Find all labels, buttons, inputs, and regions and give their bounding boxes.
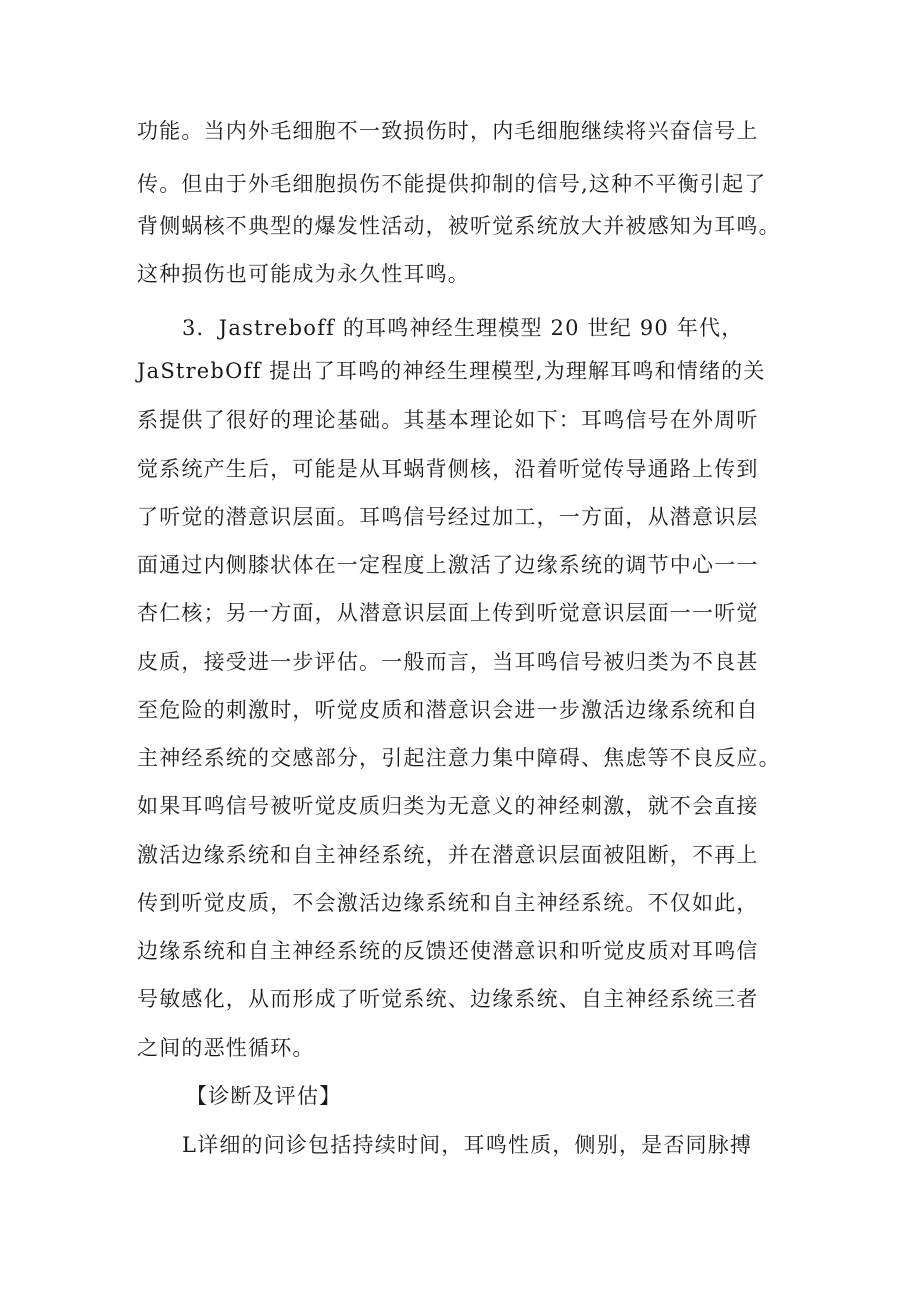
section-heading: 【诊断及评估】 <box>186 1084 342 1108</box>
text-line: 功能。当内外毛细胞不一致损伤时，内毛细胞继续将兴奋信号上 <box>137 119 759 143</box>
text-line: 杏仁核；另一方面，从潜意识层面上传到听觉意识层面一一听觉 <box>137 601 759 625</box>
text-line: 面通过内侧膝状体在一定程度上激活了边缘系统的调节中心一一 <box>137 553 759 577</box>
text-line: 如果耳鸣信号被听觉皮质归类为无意义的神经刺激，就不会直接 <box>137 794 759 818</box>
text-line: 边缘系统和自主神经系统的反馈还使潜意识和听觉皮质对耳鸣信 <box>137 939 759 963</box>
text-line: 传。但由于外毛细胞损伤不能提供抑制的信号,这种不平衡引起了 <box>137 172 767 196</box>
text-line: 背侧蜗核不典型的爆发性活动，被听觉系统放大并被感知为耳鸣。 <box>137 214 781 238</box>
text-line: 传到听觉皮质，不会激活边缘系统和自主神经系统。不仅如此， <box>137 891 759 915</box>
text-line: 号敏感化，从而形成了听觉系统、边缘系统、自主神经系统三者 <box>137 987 759 1011</box>
text-line: JaStrebOff 提出了耳鸣的神经生理模型,为理解耳鸣和情绪的关 <box>137 359 766 383</box>
text-line: 主神经系统的交感部分，引起注意力集中障碍、焦虑等不良反应。 <box>137 746 781 770</box>
text-line: 激活边缘系统和自主神经系统，并在潜意识层面被阻断，不再上 <box>137 843 759 867</box>
text-line: 之间的恶性循环。 <box>137 1036 315 1060</box>
text-line: L详细的问诊包括持续时间，耳鸣性质，侧别，是否同脉搏 <box>182 1133 753 1157</box>
text-line: 觉系统产生后，可能是从耳蜗背侧核，沿着听觉传导通路上传到 <box>137 457 759 481</box>
text-line: 这种损伤也可能成为永久性耳鸣。 <box>137 262 470 286</box>
text-line: 系提供了很好的理论基础。其基本理论如下：耳鸣信号在外周听 <box>137 408 759 432</box>
section-heading-line: 3．Jastreboff 的耳鸣神经生理模型 20 世纪 90 年代， <box>182 316 744 340</box>
text-line: 了听觉的潜意识层面。耳鸣信号经过加工，一方面，从潜意识层 <box>137 505 759 529</box>
text-line: 至危险的刺激时，听觉皮质和潜意识会进一步激活边缘系统和自 <box>137 698 759 722</box>
text-line: 皮质，接受进一步评估。一般而言，当耳鸣信号被归类为不良甚 <box>137 650 759 674</box>
